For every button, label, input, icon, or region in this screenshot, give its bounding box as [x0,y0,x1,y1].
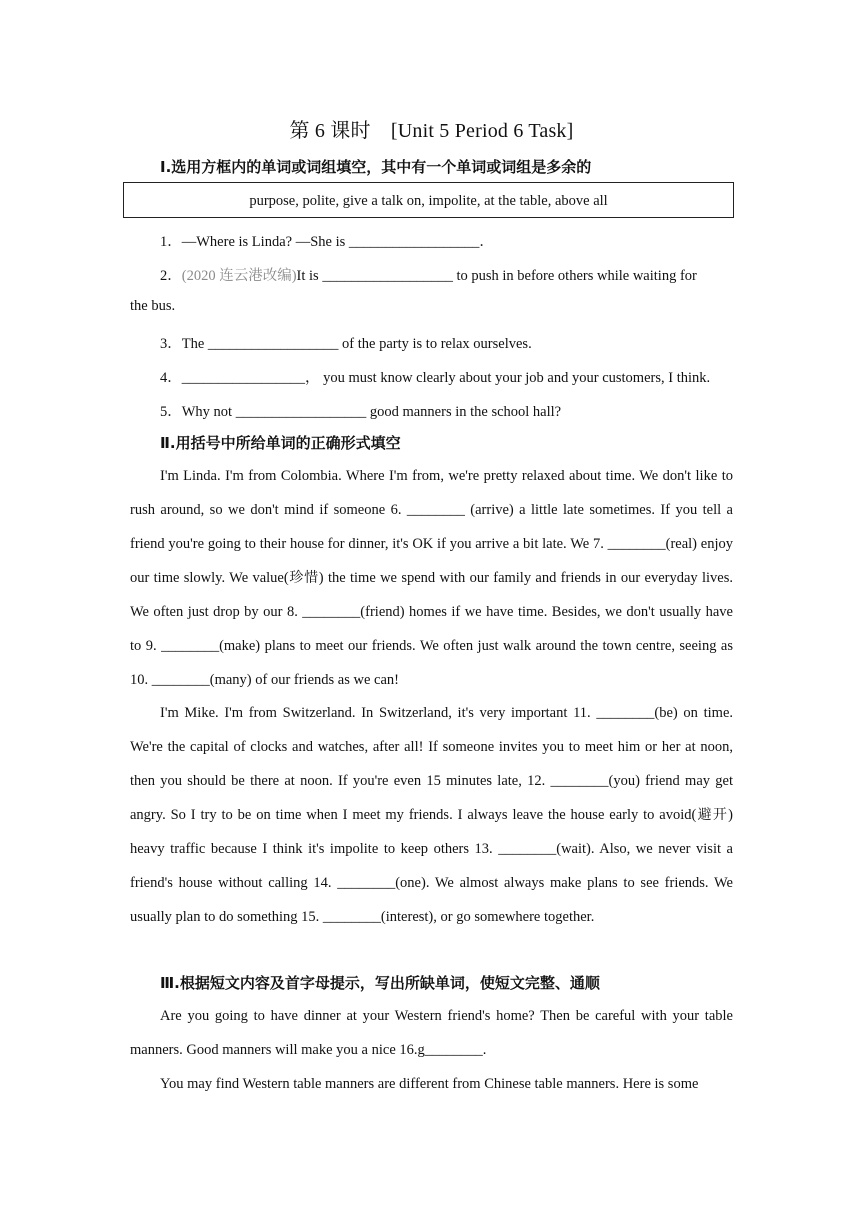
section-3-paragraph-1: Are you going to have dinner at your Western friend's home? Then be careful with your table manners. Good manners will make you a nice 16.g________. [130,1008,733,1058]
page-title: 第 6 课时 [Unit 5 Period 6 Task] [289,120,574,142]
paragraph-1-chinese-gloss: 珍惜 [288,570,319,586]
question-2-source: (2020 连云港改编) [181,268,297,284]
section-2-heading: Ⅱ.用括号中所给单词的正确形式填空 [160,434,401,452]
question-2 [160,264,733,285]
question-2-number: 2． [160,268,182,284]
question-2-continuation: the bus. [130,298,176,314]
word-box: purpose, polite, give a talk on, impolite, at the table, above all [123,182,734,218]
question-3: 3．The __________________ of the party is to relax ourselves. [160,336,532,352]
section-2-paragraph-1 [130,459,733,697]
section-3-heading: Ⅲ.根据短文内容及首字母提示，写出所缺单词，使短文完整、通顺 [160,974,600,992]
question-1: 1．—Where is Linda? —She is __________________． [160,234,494,250]
question-2-text: It is __________________ to push in before others while waiting for [296,268,697,284]
question-5: 5．Why not __________________ good manners in the school hall? [160,404,562,420]
paragraph-1-part-b: ) the time we spend with our family and friends in our everyday lives. We often just drop by our 8. ________(friend) homes if we have time. Besides, we don't usually have to 9. ________(make) plans to meet our friends. We often just walk around the town centre, seeing as 10. ________(many) of our friends as we can! [130,570,733,688]
paragraph-2-chinese-gloss: 避开 [696,807,729,823]
paragraph-1-part-a: I'm Linda. I'm from Colombia. Where I'm from, we're pretty relaxed about time. We don't like to rush around, so we don't mind if someone 6. ________ (arrive) a little late sometimes. If you tell a friend you're going to their house for dinner, it's OK if you arrive a bit late. We 7. ________(real) enjoy our time slowly. We value( [130,468,733,586]
section-1-heading: Ⅰ.选用方框内的单词或词组填空，其中有一个单词或词组是多余的 [160,158,592,176]
paragraph-2-part-a: I'm Mike. I'm from Switzerland. In Switzerland, it's very important 11. ________(be) on time. We're the capital of clocks and watches, after all! If someone invites you to meet him or her at noon, then you should be there at noon. If you're even 15 minutes late, 12. ________(you) friend may get angry. So I try to be on time when I meet my friends. I always leave the house early to avoid( [130,705,733,823]
paragraph-2-part-b: ) heavy traffic because I think it's impolite to keep others 13. ________(wait). Also, we never visit a friend's house without calling 14. ________(one). We almost always make plans to see friends. We usually plan to do something 15. ________(interest), or go somewhere together. [130,807,733,925]
section-2-paragraph-2 [130,696,733,934]
question-4: 4．_________________， you must know clearly about your job and your customers, I think. [160,370,711,386]
section-3-paragraph-2: You may find Western table manners are different from Chinese table manners. Here is some [160,1076,699,1092]
